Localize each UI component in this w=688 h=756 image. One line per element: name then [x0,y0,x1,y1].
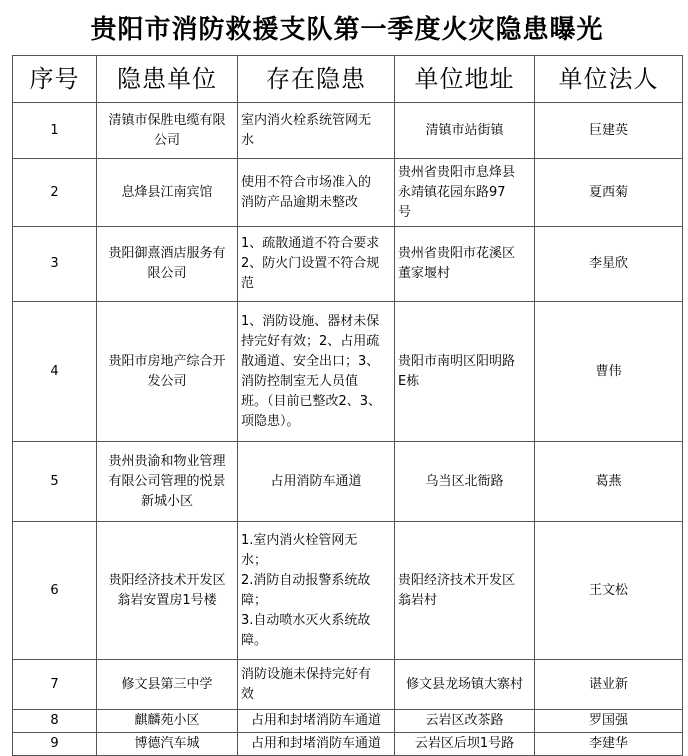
serial-cell: 9 [13,733,97,756]
hazard-cell-line: 3.自动喷水灭火系统故 [241,612,371,628]
address-cell-line: 永靖镇花园东路97 [398,184,506,200]
hazard-cell-line: 使用不符合市场准入的 [241,174,372,190]
table-row [13,522,683,660]
unit-cell-line: 公司 [153,132,180,148]
hazard-cell-line: 消防产品逾期未整改 [241,194,359,210]
table-row [13,710,683,733]
address-cell [395,660,535,710]
table-row [13,442,683,522]
hazard-cell [238,159,395,227]
unit-cell-line: 发公司 [147,373,187,389]
hazard-table [12,55,683,756]
unit-cell [97,302,238,442]
address-cell-line: 贵阳市南明区阳明路 [398,353,516,369]
address-cell [395,227,535,302]
unit-cell-line: 修文县第三中学 [121,676,213,692]
hazard-cell-line: 2、防火门设置不符合规 [241,256,380,271]
address-cell-line: E栋 [398,373,420,389]
serial-cell: 4 [13,302,97,442]
address-cell [395,103,535,159]
serial-cell: 2 [13,159,97,227]
legal-person-cell: 葛燕 [535,442,683,522]
hazard-cell-line: 水； [241,552,268,568]
hazard-cell-line: 障。 [241,632,268,648]
header-hazard: 存在隐患 [238,56,395,103]
unit-cell-line: 麒麟苑小区 [134,713,200,728]
legal-person-cell: 谌业新 [535,660,683,710]
address-cell-line: 董家堰村 [398,266,451,281]
address-cell [395,302,535,442]
header-serial: 序号 [13,56,97,103]
legal-person-cell: 李星欣 [535,227,683,302]
address-cell [395,159,535,227]
address-cell [395,733,535,756]
hazard-cell [238,660,395,710]
address-cell-line: 号 [398,204,412,220]
table-row [13,733,683,756]
table-row [13,227,683,302]
unit-cell [97,159,238,227]
table-row [13,302,683,442]
unit-cell [97,660,238,710]
hazard-cell [238,710,395,733]
unit-cell-line: 贵阳经济技术开发区 [108,572,226,588]
address-cell [395,710,535,733]
unit-cell-line: 翁岩安置房1号楼 [117,592,217,608]
hazard-cell-line: 散通道、安全出口；3、 [241,353,380,369]
header-unit: 隐患单位 [97,56,238,103]
unit-cell-line: 博德汽车城 [134,736,200,751]
address-cell-line: 贵州省贵阳市息烽县 [398,164,516,180]
unit-cell-line: 贵阳市房地产综合开 [108,353,226,369]
table-header-row [13,56,683,103]
unit-cell-line: 息烽县江南宾馆 [121,184,213,200]
hazard-cell-line: 水 [241,132,255,148]
unit-cell-line: 新城小区 [140,493,193,509]
legal-person-cell: 曹伟 [535,302,683,442]
table-row [13,159,683,227]
serial-cell: 8 [13,710,97,733]
hazard-cell [238,733,395,756]
hazard-cell [238,522,395,660]
unit-cell-line: 限公司 [147,266,187,281]
hazard-cell-line: 占用和封堵消防车通道 [250,736,381,751]
serial-cell: 3 [13,227,97,302]
hazard-cell-line: 持完好有效；2、占用疏 [241,333,380,349]
legal-person-cell: 巨建英 [535,103,683,159]
hazard-cell [238,442,395,522]
legal-person-cell: 夏西菊 [535,159,683,227]
header-legal-person: 单位法人 [535,56,683,103]
unit-cell [97,442,238,522]
hazard-cell-line: 障； [241,592,268,608]
hazard-cell-line: 消防控制室无人员值 [241,373,359,389]
legal-person-cell: 王文松 [535,522,683,660]
unit-cell-line: 贵州贵渝和物业管理 [108,453,226,469]
hazard-cell-line: 1.室内消火栓管网无 [241,532,358,548]
table-row [13,103,683,159]
hazard-cell-line: 1、疏散通道不符合要求 [241,236,380,251]
address-cell-line: 清镇市站街镇 [425,122,504,138]
unit-cell [97,710,238,733]
hazard-cell-line: 项隐患）。 [241,413,300,429]
address-cell [395,522,535,660]
serial-cell: 5 [13,442,97,522]
unit-cell [97,522,238,660]
address-cell-line: 云岩区后坝1号路 [414,736,515,751]
unit-cell-line: 贵阳御熹酒店服务有 [108,246,226,261]
hazard-cell-line: 效 [241,686,255,702]
unit-cell [97,227,238,302]
address-cell-line: 云岩区改茶路 [425,713,504,728]
hazard-cell-line: 范 [241,276,255,291]
address-cell-line: 乌当区北衙路 [425,473,504,489]
document-title: 贵阳市消防救援支队第一季度火灾隐患曝光 [90,15,604,45]
hazard-cell-line: 占用消防车通道 [270,473,362,489]
serial-cell: 6 [13,522,97,660]
legal-person-cell: 李建华 [535,733,683,756]
document-title-bar [12,0,682,56]
unit-cell-line: 有限公司管理的悦景 [108,473,226,489]
hazard-cell-line: 班。（目前已整改2、3、 [241,393,382,409]
unit-cell [97,103,238,159]
hazard-cell-line: 占用和封堵消防车通道 [250,713,381,728]
hazard-cell [238,302,395,442]
legal-person-cell: 罗国强 [535,710,683,733]
hazard-cell-line: 1、消防设施、器材未保 [241,313,380,329]
address-cell-line: 贵阳经济技术开发区 [398,572,516,588]
serial-cell: 1 [13,103,97,159]
table-body [13,103,683,756]
unit-cell-line: 清镇市保胜电缆有限 [108,112,226,128]
hazard-cell [238,103,395,159]
serial-cell: 7 [13,660,97,710]
address-cell-line: 贵州省贵阳市花溪区 [398,246,516,261]
address-cell-line: 修文县龙场镇大寨村 [405,676,523,692]
address-cell-line: 翁岩村 [398,592,438,608]
hazard-cell-line: 消防设施未保持完好有 [241,666,372,682]
address-cell [395,442,535,522]
hazard-cell [238,227,395,302]
hazard-cell-line: 室内消火栓系统管网无 [241,112,372,128]
unit-cell [97,733,238,756]
hazard-cell-line: 2.消防自动报警系统故 [241,572,371,588]
table-row [13,660,683,710]
header-address: 单位地址 [395,56,535,103]
